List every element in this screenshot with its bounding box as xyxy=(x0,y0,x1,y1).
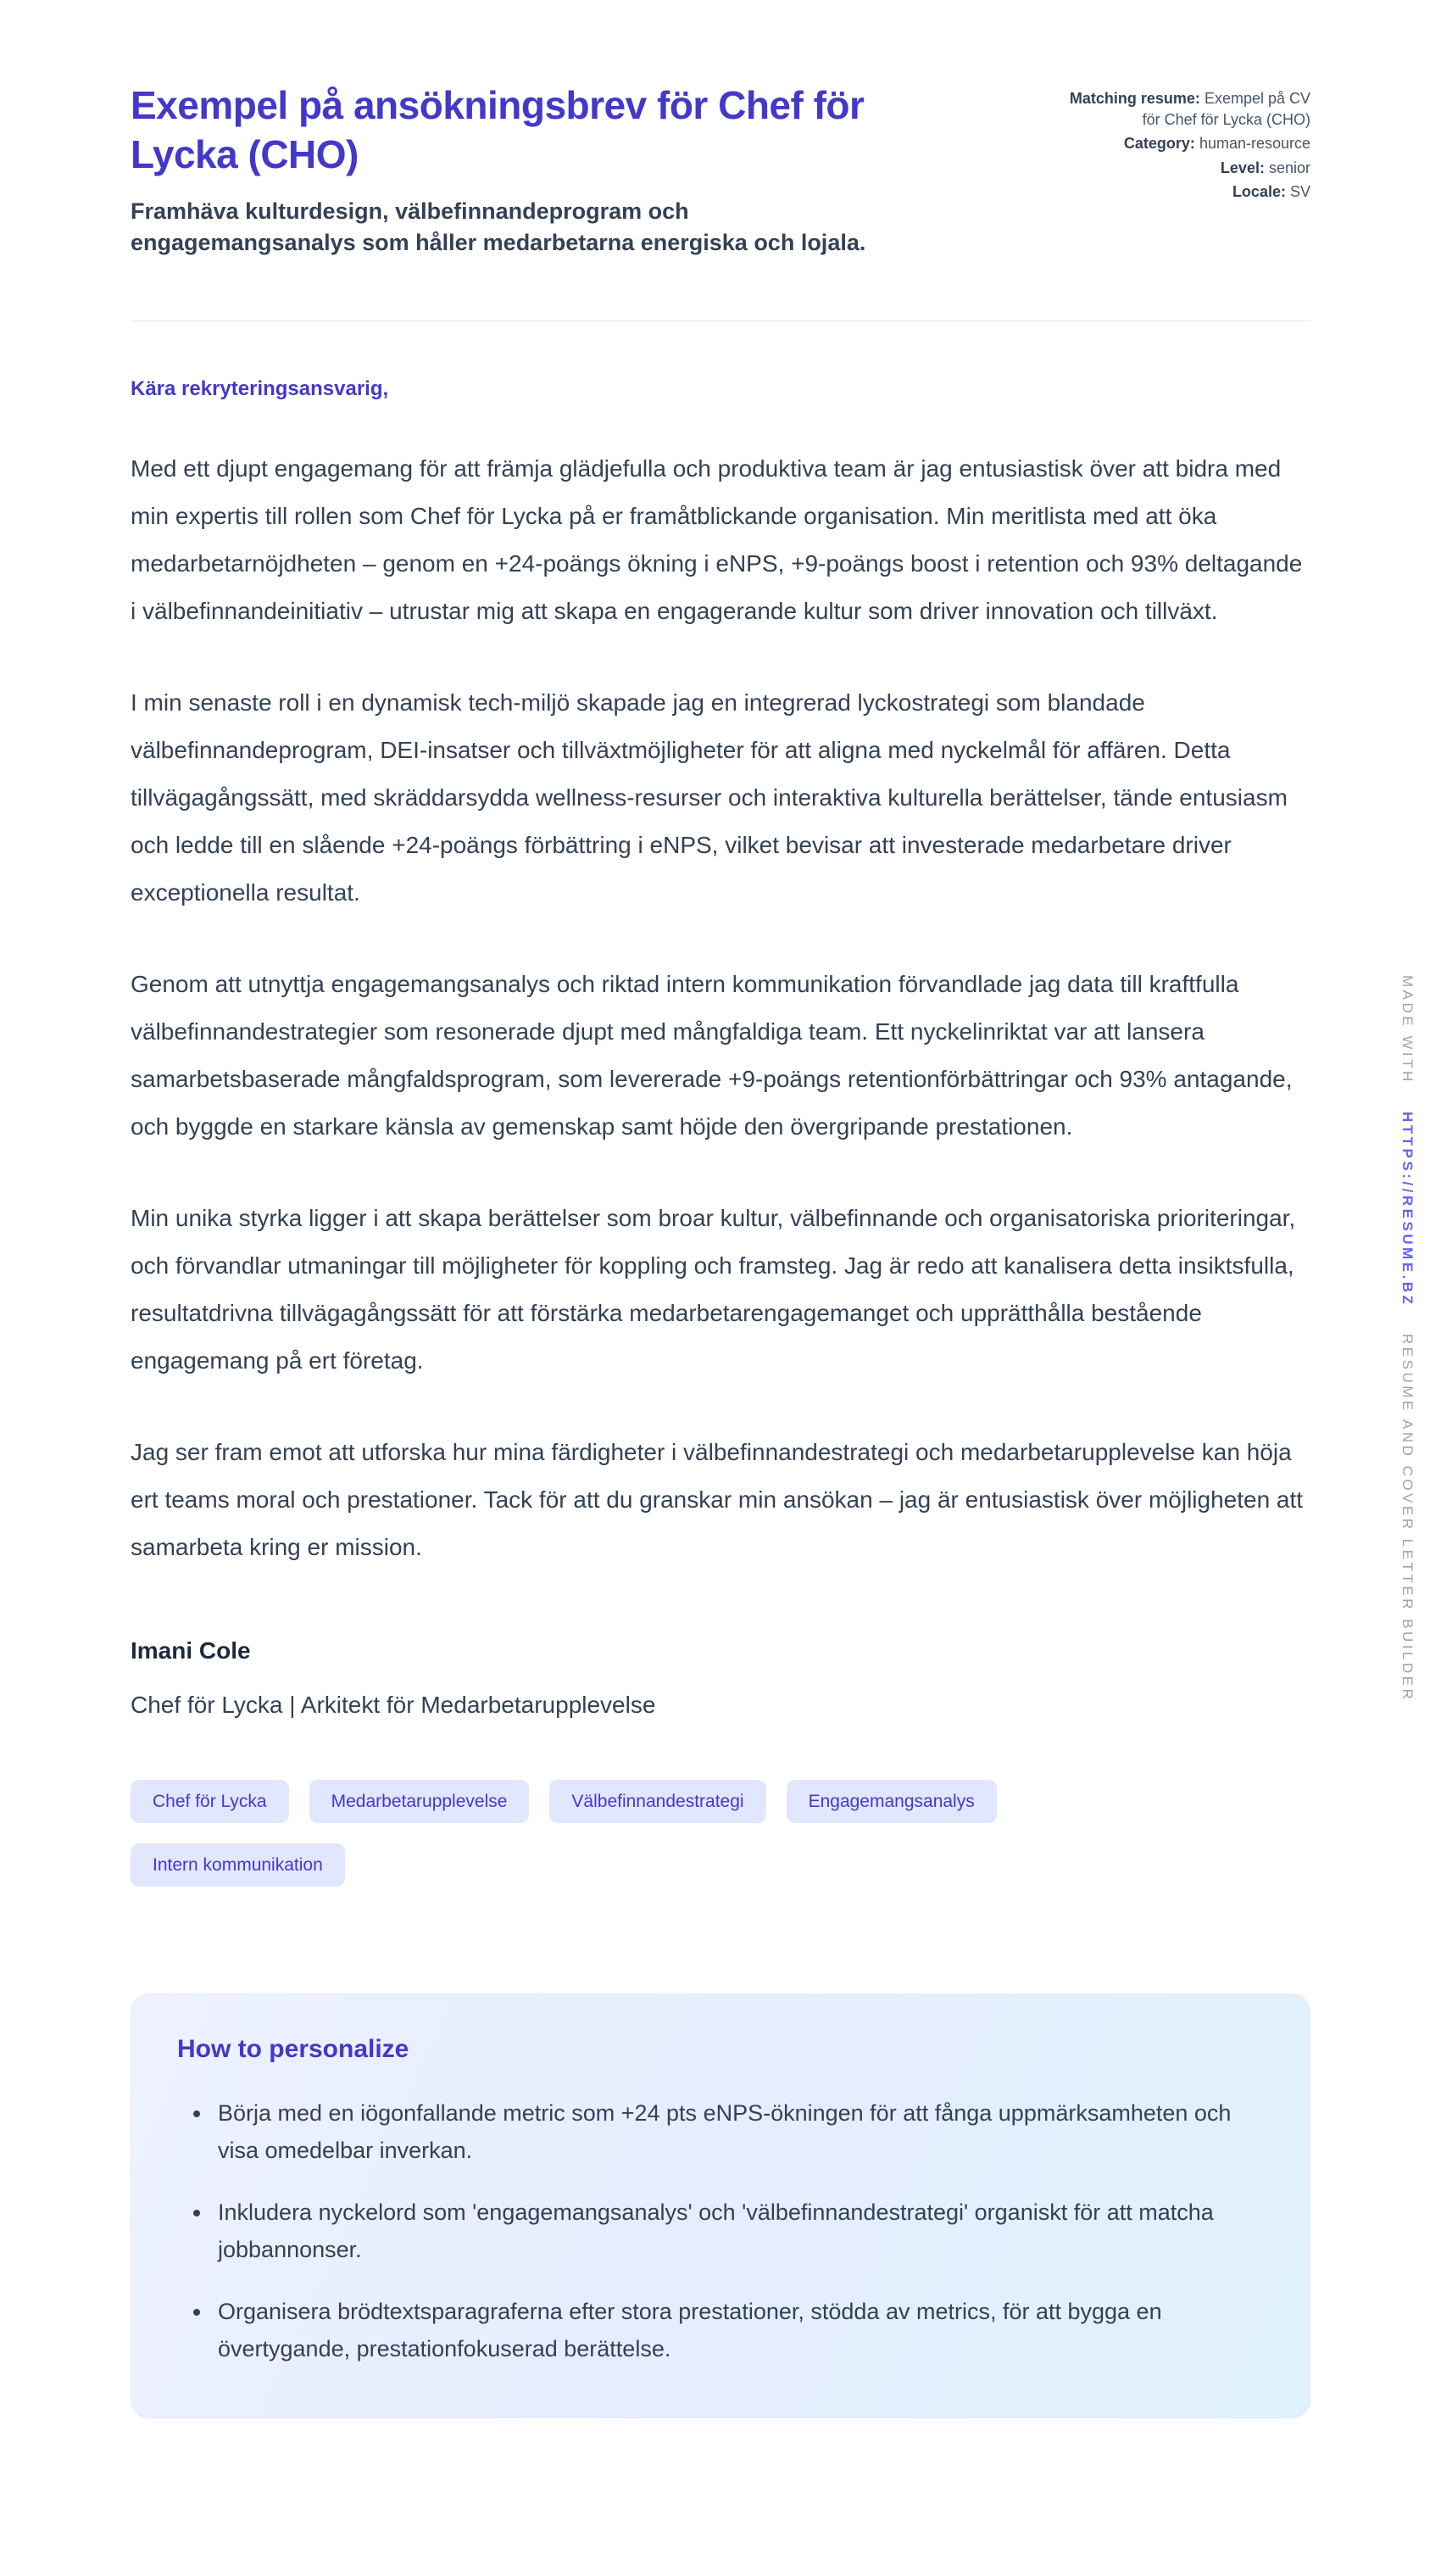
watermark-suffix: RESUME AND COVER LETTER BUILDER xyxy=(1399,1334,1416,1703)
content-container xyxy=(131,0,1310,2459)
tag-chip[interactable]: Välbefinnandestrategi xyxy=(549,1780,765,1823)
meta-level-value: senior xyxy=(1268,159,1310,176)
watermark-prefix: MADE WITH xyxy=(1399,975,1416,1084)
tag-chip[interactable]: Chef för Lycka xyxy=(131,1780,289,1823)
signature-name: Imani Cole xyxy=(131,1636,251,1664)
meta-matching-resume xyxy=(1051,88,1310,131)
signature-title: Chef för Lycka | Arkitekt för Medarbetarupplevelse xyxy=(131,1691,656,1718)
made-with-watermark xyxy=(1399,975,1416,1703)
title-block xyxy=(131,81,944,259)
page-title: Exempel på ansökningsbrev för Chef för Lycka (CHO) xyxy=(131,83,865,176)
meta-locale xyxy=(1051,181,1310,203)
personalize-list xyxy=(213,2094,1264,2368)
personalize-bullet: • Organisera brödtextsparagraferna efter stora prestationer, stödda av metrics, för att bygga en övertygande, prestationfokuserad berättelse. xyxy=(213,2293,1264,2368)
meta-matching-resume-value: Exempel på CV för Chef för Lycka (CHO) xyxy=(1142,90,1310,129)
tag-chip[interactable]: Engagemangsanalys xyxy=(787,1780,997,1823)
personalize-bullet: • Inkludera nyckelord som 'engagemangsanalys' och 'välbefinnandestrategi' organiskt för att matcha jobbannonser. xyxy=(213,2194,1264,2269)
meta-category-value: human-resource xyxy=(1199,135,1310,153)
letter-paragraph: Med ett djupt engagemang för att främja glädjefulla och produktiva team är jag entusiastisk över att bidra med min expertis till rollen som Chef för Lycka på er framåtblickande organisation. Min meritlista med att öka medarbetarnöjdheten – genom en +24-poängs ökning i eNPS, +9-poängs boost i retention och 93% deltagande i välbefinnandeinitiativ – utrustar mig att skapa en engagerande kultur som driver innovation och tillväxt. xyxy=(131,454,1303,624)
tag-list xyxy=(131,1780,1097,1887)
personalize-card xyxy=(131,1993,1310,2418)
meta-locale-value: SV xyxy=(1289,182,1310,200)
resume-bz-link[interactable]: HTTPS://RESUME.BZ xyxy=(1399,1111,1416,1308)
meta-locale-label: Locale: xyxy=(1232,182,1286,200)
meta-matching-resume-label: Matching resume: xyxy=(1069,90,1200,107)
personalize-heading: How to personalize xyxy=(177,2034,409,2063)
meta-level xyxy=(1051,158,1310,179)
meta-block xyxy=(1051,81,1310,259)
letter-body xyxy=(131,321,1310,1719)
page-subtitle: Framhäva kulturdesign, välbefinnandeprogram och engagemangsanalys som håller medarbetarna energiska och lojala. xyxy=(131,198,866,256)
signature-block xyxy=(131,1637,1310,1719)
letter-paragraph: Genom att utnyttja engagemangsanalys och riktad intern kommunikation förvandlade jag data till kraftfulla välbefinnandestrategier som resonerade djupt med mångfaldiga team. Ett nyckelinriktat var att lansera samarbetsbaserade mångfaldsprogram, som levererade +9-poängs retentionförbättringar och 93% antagande, och byggde en starkare känsla av gemenskap samt höjde den övergripande prestationen. xyxy=(131,970,1293,1140)
meta-category-label: Category: xyxy=(1123,135,1195,153)
meta-level-label: Level: xyxy=(1220,159,1265,176)
letter-paragraph: I min senaste roll i en dynamisk tech-miljö skapade jag en integrerad lyckostrategi som blandade välbefinnandeprogram, DEI-insatser och tillväxtmöjligheter för att aligna med nyckelmål för affären. Detta tillvägagångssätt, med skräddarsydda wellness-resurser och interaktiva kulturella berättelser, tände entusiasm och ledde till en slående +24-poängs förbättring i eNPS, vilket bevisar att investerade medarbetare driver exceptionella resultat. xyxy=(131,689,1288,906)
tag-chip[interactable]: Intern kommunikation xyxy=(131,1843,345,1887)
personalize-bullet: • Börja med en iögonfallande metric som +24 pts eNPS-ökningen för att fånga uppmärksamheten och visa omedelbar inverkan. xyxy=(213,2094,1264,2170)
letter-greeting: Kära rekryteringsansvarig, xyxy=(131,376,389,400)
header xyxy=(131,81,1310,321)
meta-category xyxy=(1051,133,1310,154)
letter-paragraph: Min unika styrka ligger i att skapa berättelser som broar kultur, välbefinnande och organisatoriska prioriteringar, och förvandlar utmaningar till möjligheter för koppling och framsteg. Jag är redo att kanalisera detta insiktsfulla, resultatdrivna tillvägagångssätt för att förstärka medarbetarengagemanget och upprätthålla bestående engagemang på ert företag. xyxy=(131,1204,1296,1374)
tag-chip[interactable]: Medarbetarupplevelse xyxy=(309,1780,530,1823)
letter-paragraph: Jag ser fram emot att utforska hur mina färdigheter i välbefinnandestrategi och medarbetarupplevelse kan höja ert teams moral och prestationer. Tack för att du granskar min ansökan – jag är entusiastisk över möjligheten att samarbeta kring er mission. xyxy=(131,1438,1304,1560)
